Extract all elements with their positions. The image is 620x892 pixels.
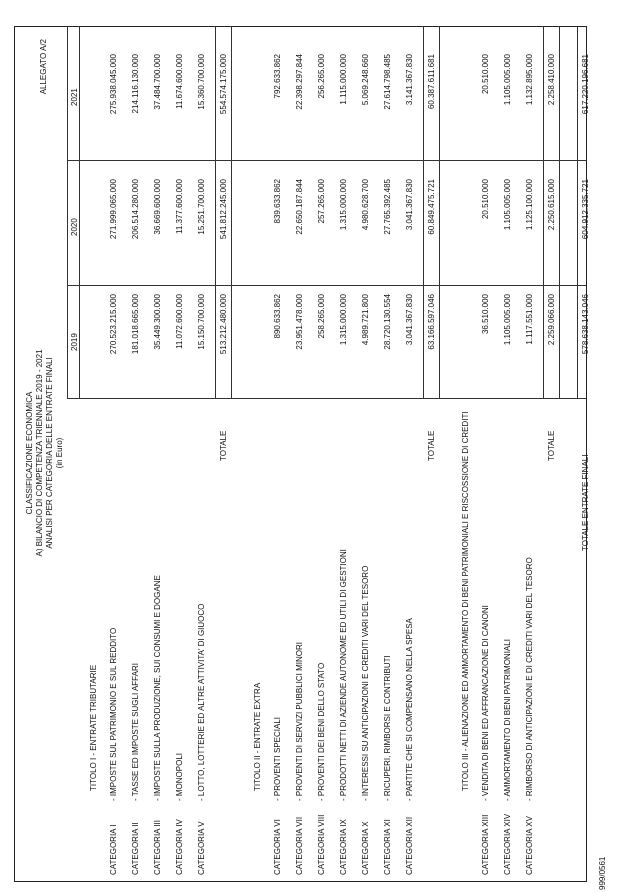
total-cell: 554.574.175.000 xyxy=(219,54,228,115)
table-cell: 206.514.280.000 xyxy=(131,179,140,240)
grand-total-cell: 604.912.335.721 xyxy=(581,179,590,240)
col-sep-2020 xyxy=(67,160,586,161)
category-desc: - LOTTO, LOTTERIE ED ALTRE ATTIVITA' DI GIUOCO xyxy=(197,603,206,801)
total-separator-bottom xyxy=(559,27,560,399)
table-cell: 15.360.700.000 xyxy=(197,54,206,110)
table-cell: 3.041.367.830 xyxy=(405,179,414,231)
table-cell: 181.018.665.000 xyxy=(131,294,140,355)
table-cell: 15.150.700.000 xyxy=(197,294,206,350)
header-line1: CLASSIFICAZIONE ECONOMICA xyxy=(25,391,34,515)
col-sep-2019 xyxy=(67,285,586,286)
table-cell: 15.251.700.000 xyxy=(197,179,206,235)
category-desc: - INTERESSI SU ANTICIPAZIONI E CREDITI VARI DEL TESORO xyxy=(361,565,370,801)
category-code: CATEGORIA XIII xyxy=(481,814,490,875)
total-separator xyxy=(215,27,216,399)
table-cell: 37.484.700.000 xyxy=(153,54,162,110)
table-cell: 257.265.000 xyxy=(317,179,326,224)
page-id: 999/0561 xyxy=(598,856,607,890)
category-code: CATEGORIA IX xyxy=(339,819,348,875)
category-desc: - RIMBORSO DI ANTICIPAZIONI E DI CREDITI VARI DEL TESORO xyxy=(525,557,534,801)
total-cell: 2.258.410.000 xyxy=(547,54,556,106)
table-cell: 27.765.392.485 xyxy=(383,179,392,235)
total-label: TOTALE xyxy=(427,430,436,461)
category-desc: - PROVENTI DI SERVIZI PUBBLICI MINORI xyxy=(295,642,304,801)
table-cell: 1.125.100.000 xyxy=(525,179,534,231)
table-cell: 890.633.862 xyxy=(273,294,282,339)
category-code: CATEGORIA VIII xyxy=(317,814,326,875)
category-desc: - VENDITA DI BENI ED AFFRANCAZIONE DI CANONI xyxy=(481,605,490,801)
table-cell: 1.315.000.000 xyxy=(339,294,348,346)
total-label: TOTALE xyxy=(547,430,556,461)
total-cell: 63.166.597.046 xyxy=(427,294,436,350)
table-cell: 11.674.600.000 xyxy=(175,54,184,110)
table-cell: 1.105.005.000 xyxy=(503,179,512,231)
category-code: CATEGORIA X xyxy=(361,821,370,875)
section-title: TITOLO III - ALIENAZIONE ED AMMORTAMENTO DI BENI PATRIMONIALI E RISCOSSIONE DI CREDITI xyxy=(461,411,470,791)
table-cell: 258.265.000 xyxy=(317,294,326,339)
table-cell: 1.315.000.000 xyxy=(339,179,348,231)
table-cell: 3.041.367.830 xyxy=(405,294,414,346)
category-code: CATEGORIA XV xyxy=(525,816,534,875)
table-cell: 20.510.000 xyxy=(481,54,490,95)
category-desc: - TASSE ED IMPOSTE SUGLI AFFARI xyxy=(131,663,140,801)
category-code: CATEGORIA IV xyxy=(175,819,184,875)
category-desc: - PARTITE CHE SI COMPENSANO NELLA SPESA xyxy=(405,618,414,801)
grand-total-cell: 578.638.143.046 xyxy=(581,294,590,355)
total-separator xyxy=(423,27,424,399)
col-header-bottom xyxy=(79,27,80,399)
grand-total-separator xyxy=(577,27,578,399)
category-desc: - PRODOTTI NETTI DI AZIENDE AUTONOME ED UTILI DI GESTIONI xyxy=(339,549,348,801)
col-header-top xyxy=(67,27,68,399)
table-cell: 22.650.187.844 xyxy=(295,179,304,235)
category-desc: - IMPOSTE SUL PATRIMONIO E SUL REDDITO xyxy=(109,627,118,801)
table-cell: 11.072.600.000 xyxy=(175,294,184,350)
header-line2: A) BILANCIO DI COMPETENZA TRIENNALE 2019 - 2021 xyxy=(35,349,44,557)
table-cell: 11.377.600.000 xyxy=(175,179,184,235)
category-code: CATEGORIA I xyxy=(109,824,118,875)
category-code: CATEGORIA XIV xyxy=(503,813,512,875)
section-title: TITOLO II - ENTRATE EXTRA xyxy=(253,682,262,791)
category-code: CATEGORIA XI xyxy=(383,819,392,875)
table-cell: 1.115.000.000 xyxy=(339,54,348,105)
allegato-label: ALLEGATO A/2 xyxy=(39,39,48,95)
category-desc: - PROVENTI DEI BENI DELLO STATO xyxy=(317,662,326,801)
total-cell: 541.812.245.000 xyxy=(219,179,228,240)
table-cell: 3.141.367.830 xyxy=(405,54,414,106)
table-cell: 275.938.045.000 xyxy=(109,54,118,115)
col-header-2020: 2020 xyxy=(70,218,79,236)
table-cell: 36.510.000 xyxy=(481,294,490,335)
total-cell: 2.259.066.000 xyxy=(547,294,556,346)
table-cell: 1.105.005.000 xyxy=(503,294,512,346)
table-cell: 5.069.248.660 xyxy=(361,54,370,106)
category-desc: - IMPOSTE SULLA PRODUZIONE, SUI CONSUMI E DOGANE xyxy=(153,575,162,801)
table-cell: 214.116.130.000 xyxy=(131,54,140,114)
category-desc: - RICUPERI, RIMBORSI E CONTRIBUTI xyxy=(383,655,392,801)
category-code: CATEGORIA V xyxy=(197,821,206,875)
table-frame xyxy=(14,26,590,882)
total-separator-bottom xyxy=(231,27,232,399)
table-cell: 271.999.065.000 xyxy=(109,179,118,240)
category-desc: - MONOPOLI xyxy=(175,752,184,801)
col-header-2021: 2021 xyxy=(70,88,79,106)
total-cell: 513.212.480.000 xyxy=(219,294,228,355)
category-code: CATEGORIA XII xyxy=(405,816,414,875)
category-desc: - AMMORTAMENTO DI BENI PATRIMONIALI xyxy=(503,639,512,801)
category-desc: - PROVENTI SPECIALI xyxy=(273,716,282,801)
category-code: CATEGORIA VII xyxy=(295,816,304,875)
total-cell: 60.849.475.721 xyxy=(427,179,436,235)
table-cell: 23.951.478.000 xyxy=(295,294,304,350)
table-cell: 4.989.721.800 xyxy=(361,294,370,346)
table-cell: 792.633.862 xyxy=(273,54,282,99)
category-code: CATEGORIA II xyxy=(131,822,140,875)
table-cell: 22.398.297.844 xyxy=(295,54,304,110)
table-cell: 36.669.600.000 xyxy=(153,179,162,235)
table-cell: 35.449.300.000 xyxy=(153,294,162,350)
table-cell: 20.510.000 xyxy=(481,179,490,220)
grand-total-cell: 617.220.196.681 xyxy=(581,54,590,115)
table-cell: 839.633.862 xyxy=(273,179,282,224)
table-cell: 28.720.130.554 xyxy=(383,294,392,350)
category-code: CATEGORIA III xyxy=(153,820,162,875)
total-separator-bottom xyxy=(439,27,440,399)
table-cell: 1.117.551.000 xyxy=(525,294,534,345)
table-cell: 27.614.798.485 xyxy=(383,54,392,110)
col-header-2019: 2019 xyxy=(70,333,79,351)
header-line3: ANALISI PER CATEGORIA DELLE ENTRATE FINALI xyxy=(45,357,54,549)
category-code: CATEGORIA VI xyxy=(273,819,282,875)
table-cell: 270.523.215.000 xyxy=(109,294,118,355)
total-separator xyxy=(543,27,544,399)
table-cell: 1.132.895.000 xyxy=(525,54,534,106)
table-cell: 4.980.628.700 xyxy=(361,179,370,231)
total-label: TOTALE xyxy=(219,430,228,461)
section-title: TITOLO I - ENTRATE TRIBUTARIE xyxy=(89,664,98,791)
header-line4: (in Euro) xyxy=(55,437,64,469)
table-cell: 256.265.000 xyxy=(317,54,326,99)
table-cell: 1.105.005.000 xyxy=(503,54,512,106)
grand-total-label: TOTALE ENTRATE FINALI xyxy=(581,454,590,551)
total-cell: 2.250.615.000 xyxy=(547,179,556,231)
total-cell: 60.387.611.681 xyxy=(427,54,436,110)
